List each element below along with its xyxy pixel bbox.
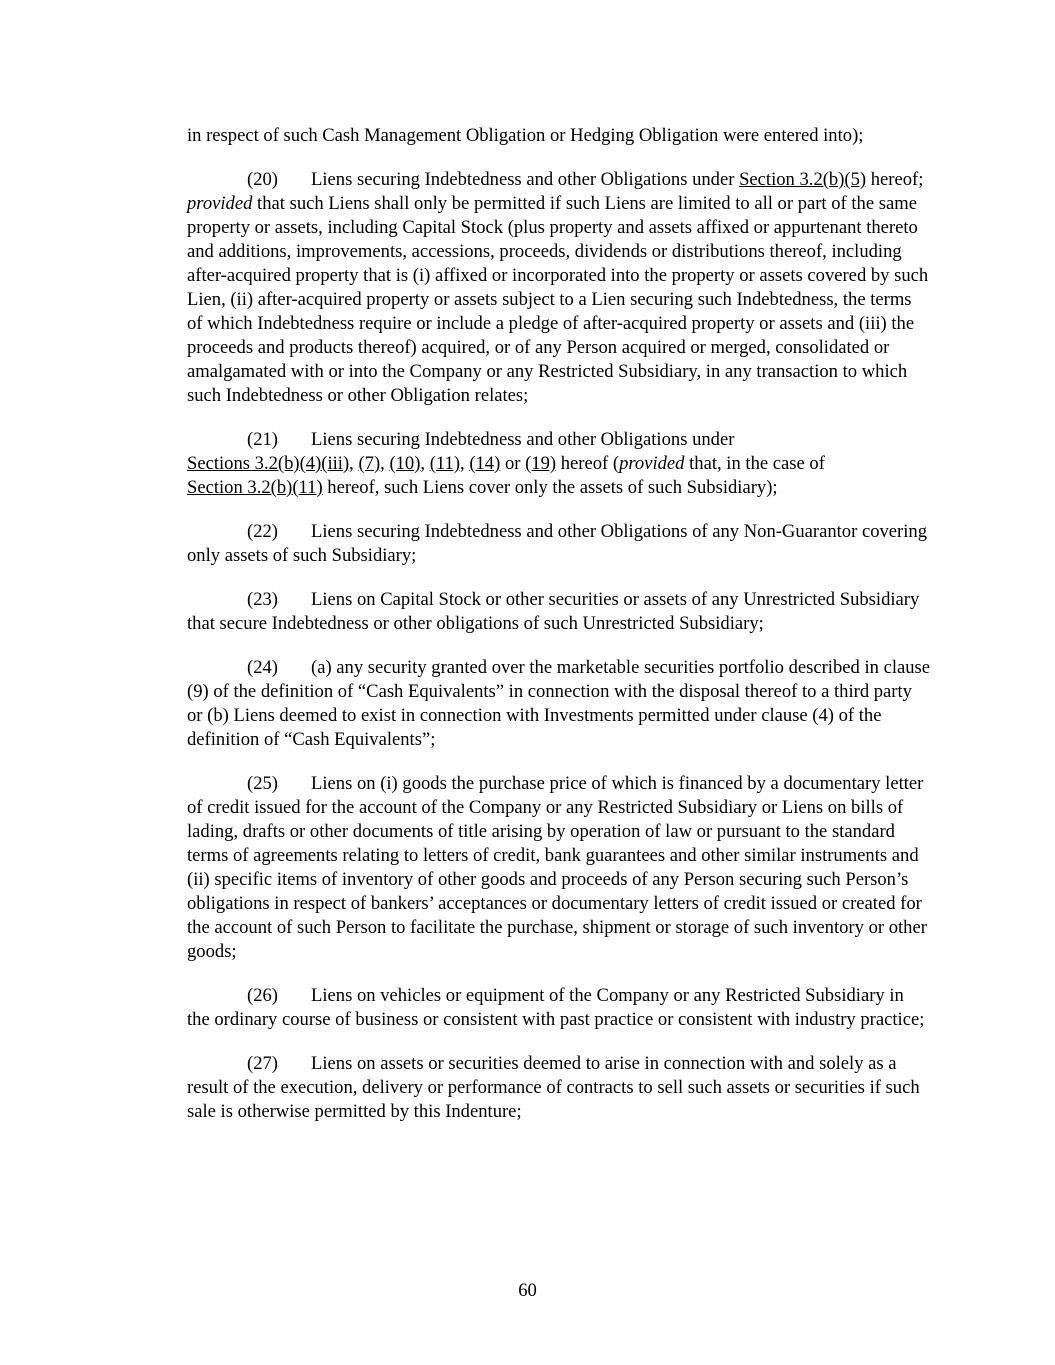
paragraph-text: Liens securing Indebtedness and other Obligations under <box>311 429 735 450</box>
paragraph-text: Liens securing Indebtedness and other Obligations under <box>311 169 740 190</box>
paragraph-continuation <box>187 124 931 148</box>
paragraph-text: hereof, such Liens cover only the assets of such Subsidiary); <box>322 477 778 498</box>
clause-number: (27) <box>247 1053 278 1074</box>
section-reference-link[interactable]: Sections 3.2(b)(4)(iii) <box>187 453 350 474</box>
clause-number: (23) <box>247 589 278 610</box>
section-reference-link[interactable]: Section 3.2(b)(11) <box>187 477 323 498</box>
separator-text: , <box>349 453 359 474</box>
paragraph-20 <box>187 168 931 408</box>
clause-number: (25) <box>247 773 278 794</box>
provided-emphasis: provided <box>187 193 253 214</box>
clause-number: (21) <box>247 429 278 450</box>
section-reference-link[interactable]: (10) <box>389 453 421 474</box>
separator-text: , <box>420 453 430 474</box>
separator-text: , <box>380 453 390 474</box>
provided-emphasis: provided <box>619 453 685 474</box>
paragraph-24 <box>187 656 931 752</box>
paragraph-text: Liens on assets or securities deemed to arise in connection with and solely as a result of the execution, delivery or performance of contracts to sell such assets or securities if such sale is otherwise permitted by this Indenture; <box>187 1053 920 1122</box>
separator-text: or <box>500 453 526 474</box>
document-body <box>187 124 931 1144</box>
paragraph-text: Liens securing Indebtedness and other Obligations of any Non-Guarantor covering only assets of such Subsidiary; <box>187 521 927 566</box>
section-reference-link[interactable]: (11) <box>429 453 461 474</box>
paragraph-26 <box>187 984 931 1032</box>
paragraph-text: (a) any security granted over the marketable securities portfolio described in clause (9) of the definition of “Cash Equivalents” in connection with the disposal thereof to a third party or (b) Liens deemed to exist in connection with Investments permitted under clause (4) of the definition of “Cash Equivalents”; <box>187 657 931 750</box>
paragraph-27 <box>187 1052 931 1124</box>
paragraph-21 <box>187 428 931 500</box>
paragraph-22 <box>187 520 931 568</box>
paragraph-text: that, in the case of <box>684 453 825 474</box>
paragraph-text: in respect of such Cash Management Obligation or Hedging Obligation were entered into); <box>187 125 864 146</box>
paragraph-text: Liens on Capital Stock or other securities or assets of any Unrestricted Subsidiary that secure Indebtedness or other obligations of such Unrestricted Subsidiary; <box>187 589 920 634</box>
paragraph-text: hereof; <box>866 169 924 190</box>
section-reference-link[interactable]: (7) <box>358 453 381 474</box>
paragraph-text: hereof ( <box>556 453 620 474</box>
clause-number: (20) <box>247 169 278 190</box>
section-reference-link[interactable]: (14) <box>469 453 501 474</box>
section-reference-link[interactable]: Section 3.2(b)(5) <box>739 169 867 190</box>
separator-text: , <box>460 453 470 474</box>
clause-number: (26) <box>247 985 278 1006</box>
paragraph-text: that such Liens shall only be permitted if such Liens are limited to all or part of the same property or assets, including Capital Stock (plus property and assets affixed or appurtenant thereto and additions, improvements, accessions, proceeds, dividends or distributions thereof, including after-acquired property that is (i) affixed or incorporated into the property or assets covered by such Lien, (ii) after-acquired property or assets subject to a Lien securing such Indebtedness, the terms of which Indebtedness require or include a pledge of after-acquired property or assets and (iii) the proceeds and products thereof) acquired, or of any Person acquired or merged, consolidated or amalgamated with or into the Company or any Restricted Subsidiary, in any transaction to which such Indebtedness or other Obligation relates; <box>187 193 929 406</box>
section-reference-link[interactable]: (19) <box>525 453 557 474</box>
paragraph-text: Liens on vehicles or equipment of the Company or any Restricted Subsidiary in the ordinary course of business or consistent with past practice or consistent with industry practice; <box>187 985 925 1030</box>
paragraph-23 <box>187 588 931 636</box>
paragraph-25 <box>187 772 931 964</box>
paragraph-text: Liens on (i) goods the purchase price of which is financed by a documentary letter of credit issued for the account of the Company or any Restricted Subsidiary or Liens on bills of lading, drafts or other documents of title arising by operation of law or pursuant to the standard terms of agreements relating to letters of credit, bank guarantees and other similar instruments and (ii) specific items of inventory of other goods and proceeds of any Person securing such Person’s obligations in respect of bankers’ acceptances or documentary letters of credit issued or created for the account of such Person to facilitate the purchase, shipment or storage of such inventory or other goods; <box>187 773 927 962</box>
page-number: 60 <box>518 1280 537 1301</box>
clause-number: (24) <box>247 657 278 678</box>
clause-number: (22) <box>247 521 278 542</box>
